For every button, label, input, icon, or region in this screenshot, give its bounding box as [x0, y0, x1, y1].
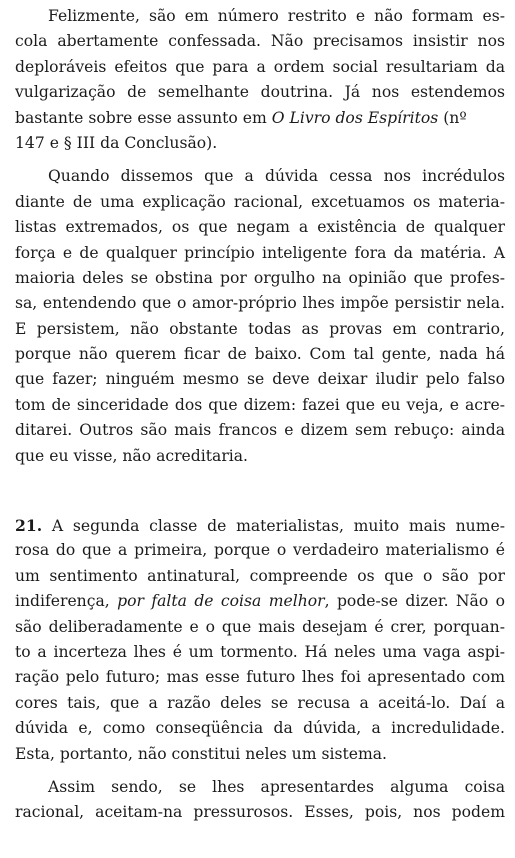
text-line: E persistem, não obstante todas as provas em contrario,	[15, 319, 505, 338]
text-line-with-italic	[15, 589, 505, 614]
paragraph-spacer	[15, 156, 505, 164]
text-line: que fazer; ninguém mesmo se deve deixar iludir pelo falso	[15, 370, 505, 389]
paragraph-spacer	[15, 767, 505, 775]
text-line: ração pelo futuro; mas esse futuro lhes foi apresentado com	[15, 668, 505, 687]
text-line: são deliberadamente e o que mais desejam é crer, porquan-	[15, 617, 505, 636]
text-line: cores tais, que a razão deles se recusa a aceitá-lo. Daí a	[15, 693, 505, 712]
text-line: vulgarização de semelhante doutrina. Já nos estendemos	[15, 83, 505, 102]
text-line: cola abertamente confessada. Não precisamos insistir nos	[15, 32, 505, 51]
text-line: força e de qualquer princípio inteligente fora da matéria. A	[15, 243, 505, 262]
text-fragment: (nº	[438, 108, 467, 127]
text-line: sa, entendendo que o amor-próprio lhes impõe persistir nela.	[15, 294, 505, 313]
section-spacer	[15, 469, 505, 513]
text-line: rosa do que a primeira, porque o verdadeiro materialismo é	[15, 541, 505, 560]
text-line-with-title	[15, 106, 505, 131]
text-line: listas extremados, os que negam a existência de qualquer	[15, 218, 505, 237]
paragraph-21	[15, 513, 505, 767]
text-line: diante de uma explicação racional, excetuamos os materia-	[15, 192, 505, 211]
text-line: Assim sendo, se lhes apresentardes alguma coisa	[48, 777, 505, 796]
text-line: um sentimento antinatural, compreende os que o são por	[15, 566, 505, 585]
text-line: que eu visse, não acreditaria.	[15, 446, 249, 465]
text-line: dúvida e, como conseqüência da dúvida, a incredulidade.	[15, 719, 505, 738]
paragraph-2	[15, 164, 505, 469]
text-fragment: bastante sobre esse assunto em	[15, 108, 272, 127]
text-line: 147 e § III da Conclusão).	[15, 133, 218, 152]
text-line: to a incerteza lhes é um tormento. Há neles uma vaga aspi-	[15, 642, 505, 661]
document-page	[15, 4, 505, 826]
text-line: deploráveis efeitos que para a ordem social resultariam da	[15, 57, 505, 76]
text-line: Quando dissemos que a dúvida cessa nos incrédulos	[48, 167, 505, 186]
text-line: racional, aceitam-na pressurosos. Esses, pois, nos podem	[15, 803, 505, 822]
text-line: ditarei. Outros são mais francos e dizem sem rebuço: ainda	[15, 421, 505, 440]
text-line: Esta, portanto, não constitui neles um sistema.	[15, 744, 387, 763]
text-line: porque não querem ficar de baixo. Com tal gente, nada há	[15, 345, 505, 364]
text-line: Felizmente, são em número restrito e não formam es-	[48, 7, 505, 25]
item-number: 21.	[15, 516, 43, 536]
text-line: maioria deles se obstina por orgulho na opinião que profes-	[15, 268, 505, 287]
paragraph-4	[15, 775, 505, 826]
book-title: O Livro dos Espíritos	[271, 108, 439, 127]
text-fragment: , pode-se dizer. Não o	[324, 592, 506, 611]
text-fragment: indiferença,	[15, 592, 118, 611]
italic-phrase: por falta de coisa melhor	[117, 592, 325, 611]
paragraph-1	[15, 4, 505, 156]
text-line-numbered	[15, 513, 505, 538]
text-fragment: A segunda classe de materialistas, muito mais nume-	[42, 517, 505, 536]
text-line: tom de sinceridade dos que dizem: fazei que eu veja, e acre-	[15, 395, 505, 414]
